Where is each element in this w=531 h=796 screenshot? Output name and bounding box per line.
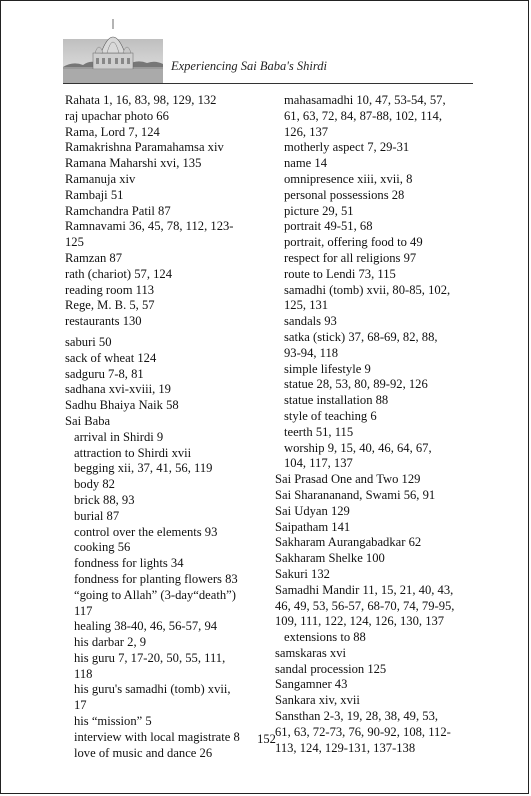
index-entry: Sakuri 132 [275,566,330,581]
index-column-right [275,93,475,756]
index-subentry: satka (stick) 37, 68-69, 82, 88, [284,329,438,344]
index-entry: raj upachar photo 66 [65,108,169,123]
index-subentry: portrait, offering food to 49 [284,235,423,250]
index-entry: Rege, M. B. 5, 57 [65,298,155,313]
index-entry: 61, 63, 72-73, 76, 90-92, 108, 112- [275,724,451,739]
index-subentry: statue 28, 53, 80, 89-92, 126 [284,377,428,392]
running-header-title: Experiencing Sai Baba's Shirdi [171,59,328,73]
index-entry: Rama, Lord 7, 124 [65,124,160,139]
index-subentry: 17 [74,698,87,713]
index-entry: Saipatham 141 [275,519,351,534]
index-subentry: his guru 7, 17-20, 50, 55, 111, [74,650,226,665]
index-subentry: 118 [74,666,93,681]
index-subentry: omnipresence xiii, xvii, 8 [284,171,413,186]
index-entry: samskaras xvi [275,645,346,660]
index-entry: Sadhu Bhaiya Naik 58 [65,398,179,413]
index-entry: Ramana Maharshi xvi, 135 [65,156,202,171]
index-subentry: worship 9, 15, 40, 46, 64, 67, [284,440,432,455]
index-subentry: love of music and dance 26 [74,745,213,760]
index-entry: sadguru 7-8, 81 [65,366,144,381]
index-subentry: portrait 49-51, 68 [284,219,373,234]
index-subentry: “going to Allah” (3-day“death”) [74,587,236,602]
index-subentry: control over the elements 93 [74,524,218,539]
index-entry: Rahata 1, 16, 83, 98, 129, 132 [65,93,217,107]
index-subentry: burial 87 [74,508,120,523]
index-subentry: samadhi (tomb) xvii, 80-85, 102, [284,282,451,297]
index-subentry: body 82 [74,477,115,492]
index-entry: Sakharam Aurangabadkar 62 [275,535,422,550]
index-subentry: arrival in Shirdi 9 [74,429,164,444]
index-entry: restaurants 130 [65,314,142,329]
index-subentry: extensions to 88 [284,630,366,645]
index-subentry: respect for all religions 97 [284,250,417,265]
index-entry: sadhana xvi-xviii, 19 [65,382,171,397]
index-subentry: simple lifestyle 9 [284,361,371,376]
index-entry: Samadhi Mandir 11, 15, 21, 40, 43, [275,582,454,597]
index-entry: Sai Udyan 129 [275,503,350,518]
index-subentry: his “mission” 5 [74,714,152,729]
index-subentry: interview with local magistrate 8 [74,729,240,744]
index-subentry: route to Lendi 73, 115 [284,266,396,281]
index-subentry: 93-94, 118 [284,345,339,360]
temple-icon [63,17,163,83]
index-entry: sack of wheat 124 [65,350,157,365]
index-entry: Ramzan 87 [65,250,123,265]
index-subentry: 61, 63, 72, 84, 87-88, 102, 114, [284,108,442,123]
index-entry: Sankara xiv, xvii [275,693,360,708]
index-entry: sandal procession 125 [275,661,387,676]
index-entry: Ramanuja xiv [65,171,136,186]
index-subentry: begging xii, 37, 41, 56, 119 [74,461,213,476]
index-subentry: 126, 137 [284,124,329,139]
index-subentry: 104, 117, 137 [284,456,353,471]
index-entry: Sansthan 2-3, 19, 28, 38, 49, 53, [275,709,439,724]
index-subentry: style of teaching 6 [284,408,377,423]
index-subentry: brick 88, 93 [74,492,135,507]
index-subentry: his darbar 2, 9 [74,635,147,650]
index-subentry: picture 29, 51 [284,203,354,218]
index-entry: rath (chariot) 57, 124 [65,266,173,281]
index-entry: 46, 49, 53, 56-57, 68-70, 74, 79-95, [275,598,455,613]
index-subentry: his guru's samadhi (tomb) xvii, [74,682,231,697]
running-header [63,17,473,83]
index-entry: Sakharam Shelke 100 [275,551,385,566]
page-number: 152 [257,732,276,746]
index-subentry: fondness for lights 34 [74,556,184,571]
index-entry: Sai Prasad One and Two 129 [275,472,421,487]
index-subentry: healing 38-40, 46, 56-57, 94 [74,619,218,634]
header-rule [63,83,473,84]
index-entry: Sangamner 43 [275,677,348,692]
index-entry: saburi 50 [65,334,112,349]
index-column-left [65,93,265,761]
index-subentry: statue installation 88 [284,393,389,408]
index-entry: Ramnavami 36, 45, 78, 112, 123- [65,219,234,234]
index-subentry: 117 [74,603,93,618]
index-subentry: motherly aspect 7, 29-31 [284,140,410,155]
index-entry: Ramchandra Patil 87 [65,203,171,218]
index-subentry: name 14 [284,156,328,171]
index-entry: Sai Baba [65,413,111,428]
index-subentry: personal possessions 28 [284,187,405,202]
index-subentry: cooking 56 [74,540,131,555]
index-entry: Rambaji 51 [65,187,124,202]
index-subentry: attraction to Shirdi xvii [74,445,192,460]
index-subentry: fondness for planting flowers 83 [74,571,238,586]
index-entry: Ramakrishna Paramahamsa xiv [65,140,224,155]
index-subentry: teerth 51, 115 [284,424,354,439]
index-entry: 125 [65,235,84,250]
index-subentry: sandals 93 [284,314,337,329]
index-entry: reading room 113 [65,282,155,297]
index-subentry: mahasamadhi 10, 47, 53-54, 57, [284,93,446,107]
index-entry: 113, 124, 129-131, 137-138 [275,740,416,755]
index-subentry: 125, 131 [284,298,329,313]
index-entry: 109, 111, 122, 124, 126, 130, 137 [275,614,445,629]
index-entry: Sai Sharananand, Swami 56, 91 [275,487,436,502]
